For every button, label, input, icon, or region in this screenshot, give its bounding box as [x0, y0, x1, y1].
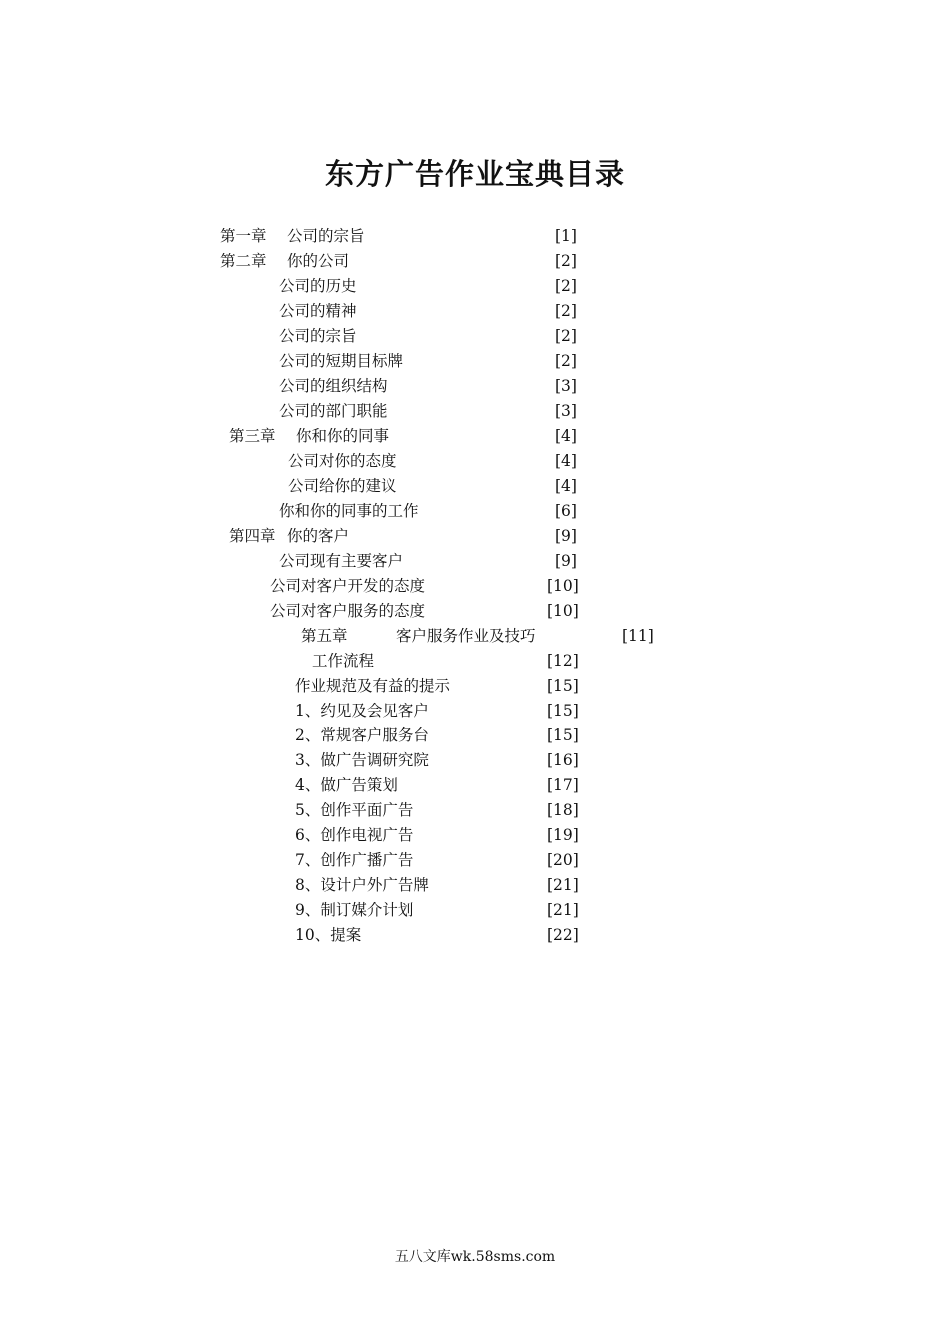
toc-entry-title: 工作流程 [312, 652, 375, 670]
toc-page-number: [15] [547, 702, 579, 720]
toc-entry [0, 399, 950, 424]
toc-entry-title: 公司的历史 [279, 277, 357, 295]
toc-entry-title: 公司给你的建议 [288, 477, 397, 495]
toc-page-number: [22] [547, 926, 579, 944]
toc-entry [0, 723, 950, 748]
toc-page-number: [15] [547, 677, 579, 695]
toc-page-number: [11] [622, 627, 654, 645]
toc-entry [0, 624, 950, 649]
toc-entry [0, 499, 950, 524]
toc-entry-title: 8、设计户外广告牌 [295, 876, 429, 894]
toc-entry-title: 4、做广告策划 [295, 776, 398, 794]
toc-entry [0, 674, 950, 699]
toc-entry [0, 649, 950, 674]
toc-entry [0, 224, 950, 249]
toc-entry-title: 公司的宗旨 [279, 327, 357, 345]
toc-page-number: [21] [547, 901, 579, 919]
toc-entry [0, 449, 950, 474]
toc-page-number: [2] [555, 252, 577, 270]
toc-entry-title: 5、创作平面广告 [295, 801, 414, 819]
toc-page-number: [19] [547, 826, 579, 844]
toc-entry [0, 599, 950, 624]
toc-entry [0, 349, 950, 374]
toc-page-number: [12] [547, 652, 579, 670]
toc-page-number: [10] [547, 577, 579, 595]
footer-watermark-text: 五八文库wk.58sms.com [394, 1249, 556, 1265]
toc-page-number: [4] [555, 452, 577, 470]
toc-entry [0, 574, 950, 599]
toc-page-number: [3] [555, 402, 577, 420]
toc-page-number: [9] [555, 552, 577, 570]
toc-entry [0, 923, 950, 948]
toc-page-number: [6] [555, 502, 577, 520]
toc-entry [0, 274, 950, 299]
toc-entry [0, 823, 950, 848]
toc-entry-title: 公司的短期目标牌 [279, 352, 404, 370]
toc-entry-title: 你的公司 [287, 252, 350, 270]
toc-entry [0, 549, 950, 574]
toc-page-number: [16] [547, 751, 579, 769]
toc-page-number: [10] [547, 602, 579, 620]
toc-page-number: [20] [547, 851, 579, 869]
toc-entry [0, 424, 950, 449]
toc-entry-title: 你的客户 [287, 527, 350, 545]
toc-entry-title: 公司对你的态度 [288, 452, 397, 470]
toc-page-number: [2] [555, 327, 577, 345]
toc-entry [0, 524, 950, 549]
toc-entry-title: 2、常规客户服务台 [295, 726, 429, 744]
toc-entry [0, 898, 950, 923]
toc-entry [0, 299, 950, 324]
toc-page-number: [2] [555, 277, 577, 295]
toc-entry-title: 3、做广告调研究院 [295, 751, 429, 769]
toc-entry-title: 9、制订媒介计划 [295, 901, 414, 919]
toc-page-number: [3] [555, 377, 577, 395]
toc-entry-title: 公司的部门职能 [279, 402, 388, 420]
toc-page-number: [4] [555, 477, 577, 495]
toc-entry-title: 客户服务作业及技巧 [396, 627, 536, 645]
toc-entry-title: 6、创作电视广告 [295, 826, 414, 844]
toc-page-number: [17] [547, 776, 579, 794]
toc-entry-title: 你和你的同事 [296, 427, 390, 445]
toc-entry [0, 848, 950, 873]
toc-page-number: [2] [555, 302, 577, 320]
toc-chapter-number: 第五章 [301, 627, 348, 645]
toc-entry-title: 公司现有主要客户 [279, 552, 404, 570]
toc-entry [0, 873, 950, 898]
toc-entry-title: 公司的宗旨 [287, 227, 365, 245]
toc-entry [0, 324, 950, 349]
toc-chapter-number: 第三章 [229, 427, 276, 445]
toc-page-number: [18] [547, 801, 579, 819]
toc-entry [0, 249, 950, 274]
toc-chapter-number: 第四章 [229, 527, 276, 545]
toc-entry-title: 公司的精神 [279, 302, 357, 320]
toc-entry [0, 474, 950, 499]
toc-entry-title: 7、创作广播广告 [295, 851, 414, 869]
toc-entry [0, 748, 950, 773]
toc-entry-title: 公司对客户开发的态度 [270, 577, 426, 595]
toc-entry-title: 你和你的同事的工作 [279, 502, 419, 520]
toc-entry [0, 798, 950, 823]
toc-entry [0, 773, 950, 798]
toc-entry-title: 公司对客户服务的态度 [270, 602, 426, 620]
toc-entry [0, 374, 950, 399]
toc-page-number: [9] [555, 527, 577, 545]
document-title: 东方广告作业宝典目录 [324, 157, 625, 191]
toc-entry-title: 10、提案 [295, 926, 362, 944]
toc-page-number: [2] [555, 352, 577, 370]
toc-entry [0, 699, 950, 724]
toc-entry-title: 1、约见及会见客户 [295, 702, 429, 720]
toc-entry-title: 公司的组织结构 [279, 377, 388, 395]
toc-page-number: [15] [547, 726, 579, 744]
toc-page-number: [21] [547, 876, 579, 894]
toc-chapter-number: 第二章 [220, 252, 267, 270]
toc-chapter-number: 第一章 [220, 227, 267, 245]
toc-page-number: [4] [555, 427, 577, 445]
toc-entry-title: 作业规范及有益的提示 [295, 677, 451, 695]
toc-page-number: [1] [555, 227, 577, 245]
